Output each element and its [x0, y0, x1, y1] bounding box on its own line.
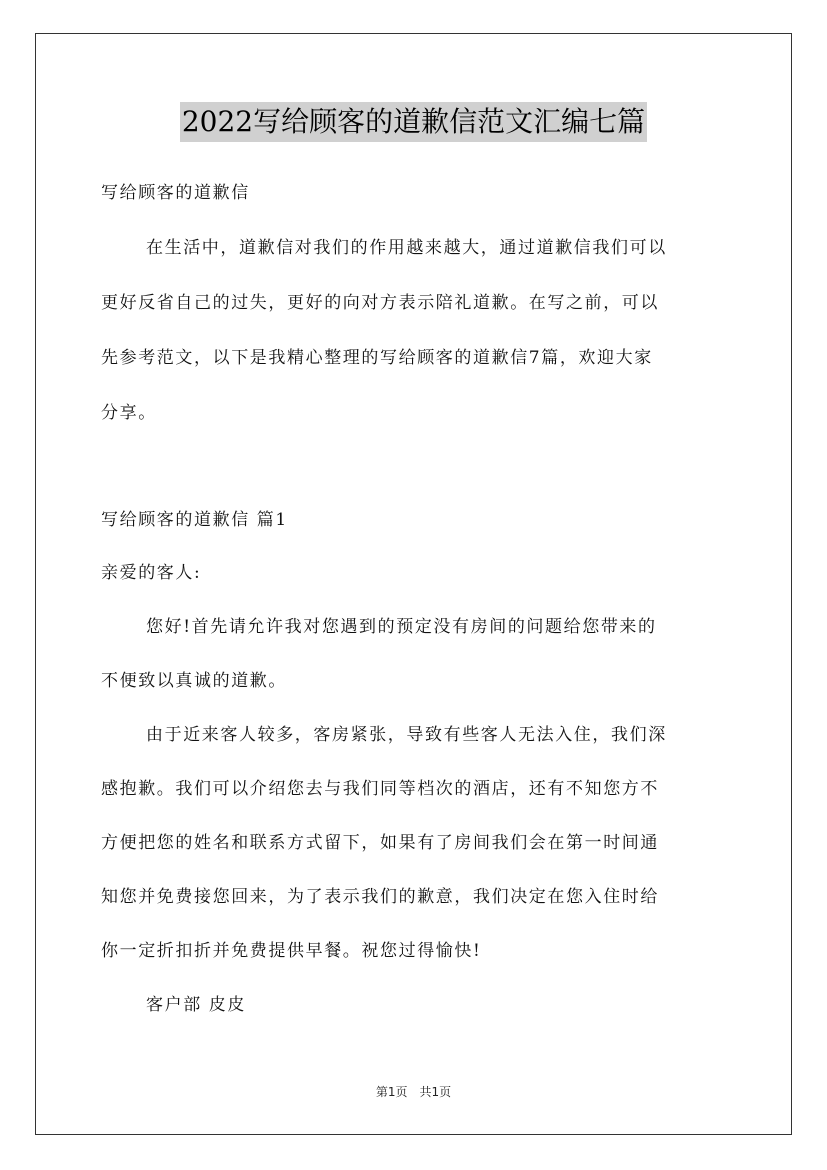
heading: 写给顾客的道歉信: [101, 183, 250, 203]
paragraph-line: 方便把您的姓名和联系方式留下，如果有了房间我们会在第一时间通: [101, 833, 659, 853]
paragraph-line: 你一定折扣折并免费提供早餐。祝您过得愉快!: [101, 941, 482, 961]
page-total: 共1页: [419, 1085, 452, 1099]
salutation: 亲爱的客人:: [101, 563, 202, 583]
intro-line: 分享。: [101, 403, 157, 423]
document-title-block: [0, 102, 827, 142]
page-footer: [0, 1083, 827, 1100]
signature: 客户部 皮皮: [146, 995, 247, 1015]
paragraph-line: 由于近来客人较多，客房紧张，导致有些客人无法入住，我们深: [146, 725, 667, 745]
paragraph-line: 您好!首先请允许我对您遇到的预定没有房间的问题给您带来的: [146, 617, 657, 637]
document-title: 2022写给顾客的道歉信范文汇编七篇: [180, 102, 647, 142]
page-number: 第1页: [375, 1085, 408, 1099]
paragraph-line: 感抱歉。我们可以介绍您去与我们同等档次的酒店，还有不知您方不: [101, 779, 659, 799]
intro-line: 先参考范文，以下是我精心整理的写给顾客的道歉信7篇，欢迎大家: [101, 348, 653, 368]
paragraph-line: 知您并免费接您回来，为了表示我们的歉意，我们决定在您入住时给: [101, 887, 659, 907]
intro-line: 更好反省自己的过失，更好的向对方表示陪礼道歉。在写之前，可以: [101, 293, 659, 313]
paragraph-line: 不便致以真诚的道歉。: [101, 671, 287, 691]
section-title: 写给顾客的道歉信 篇1: [101, 510, 288, 530]
intro-line: 在生活中，道歉信对我们的作用越来越大，通过道歉信我们可以: [146, 238, 667, 258]
